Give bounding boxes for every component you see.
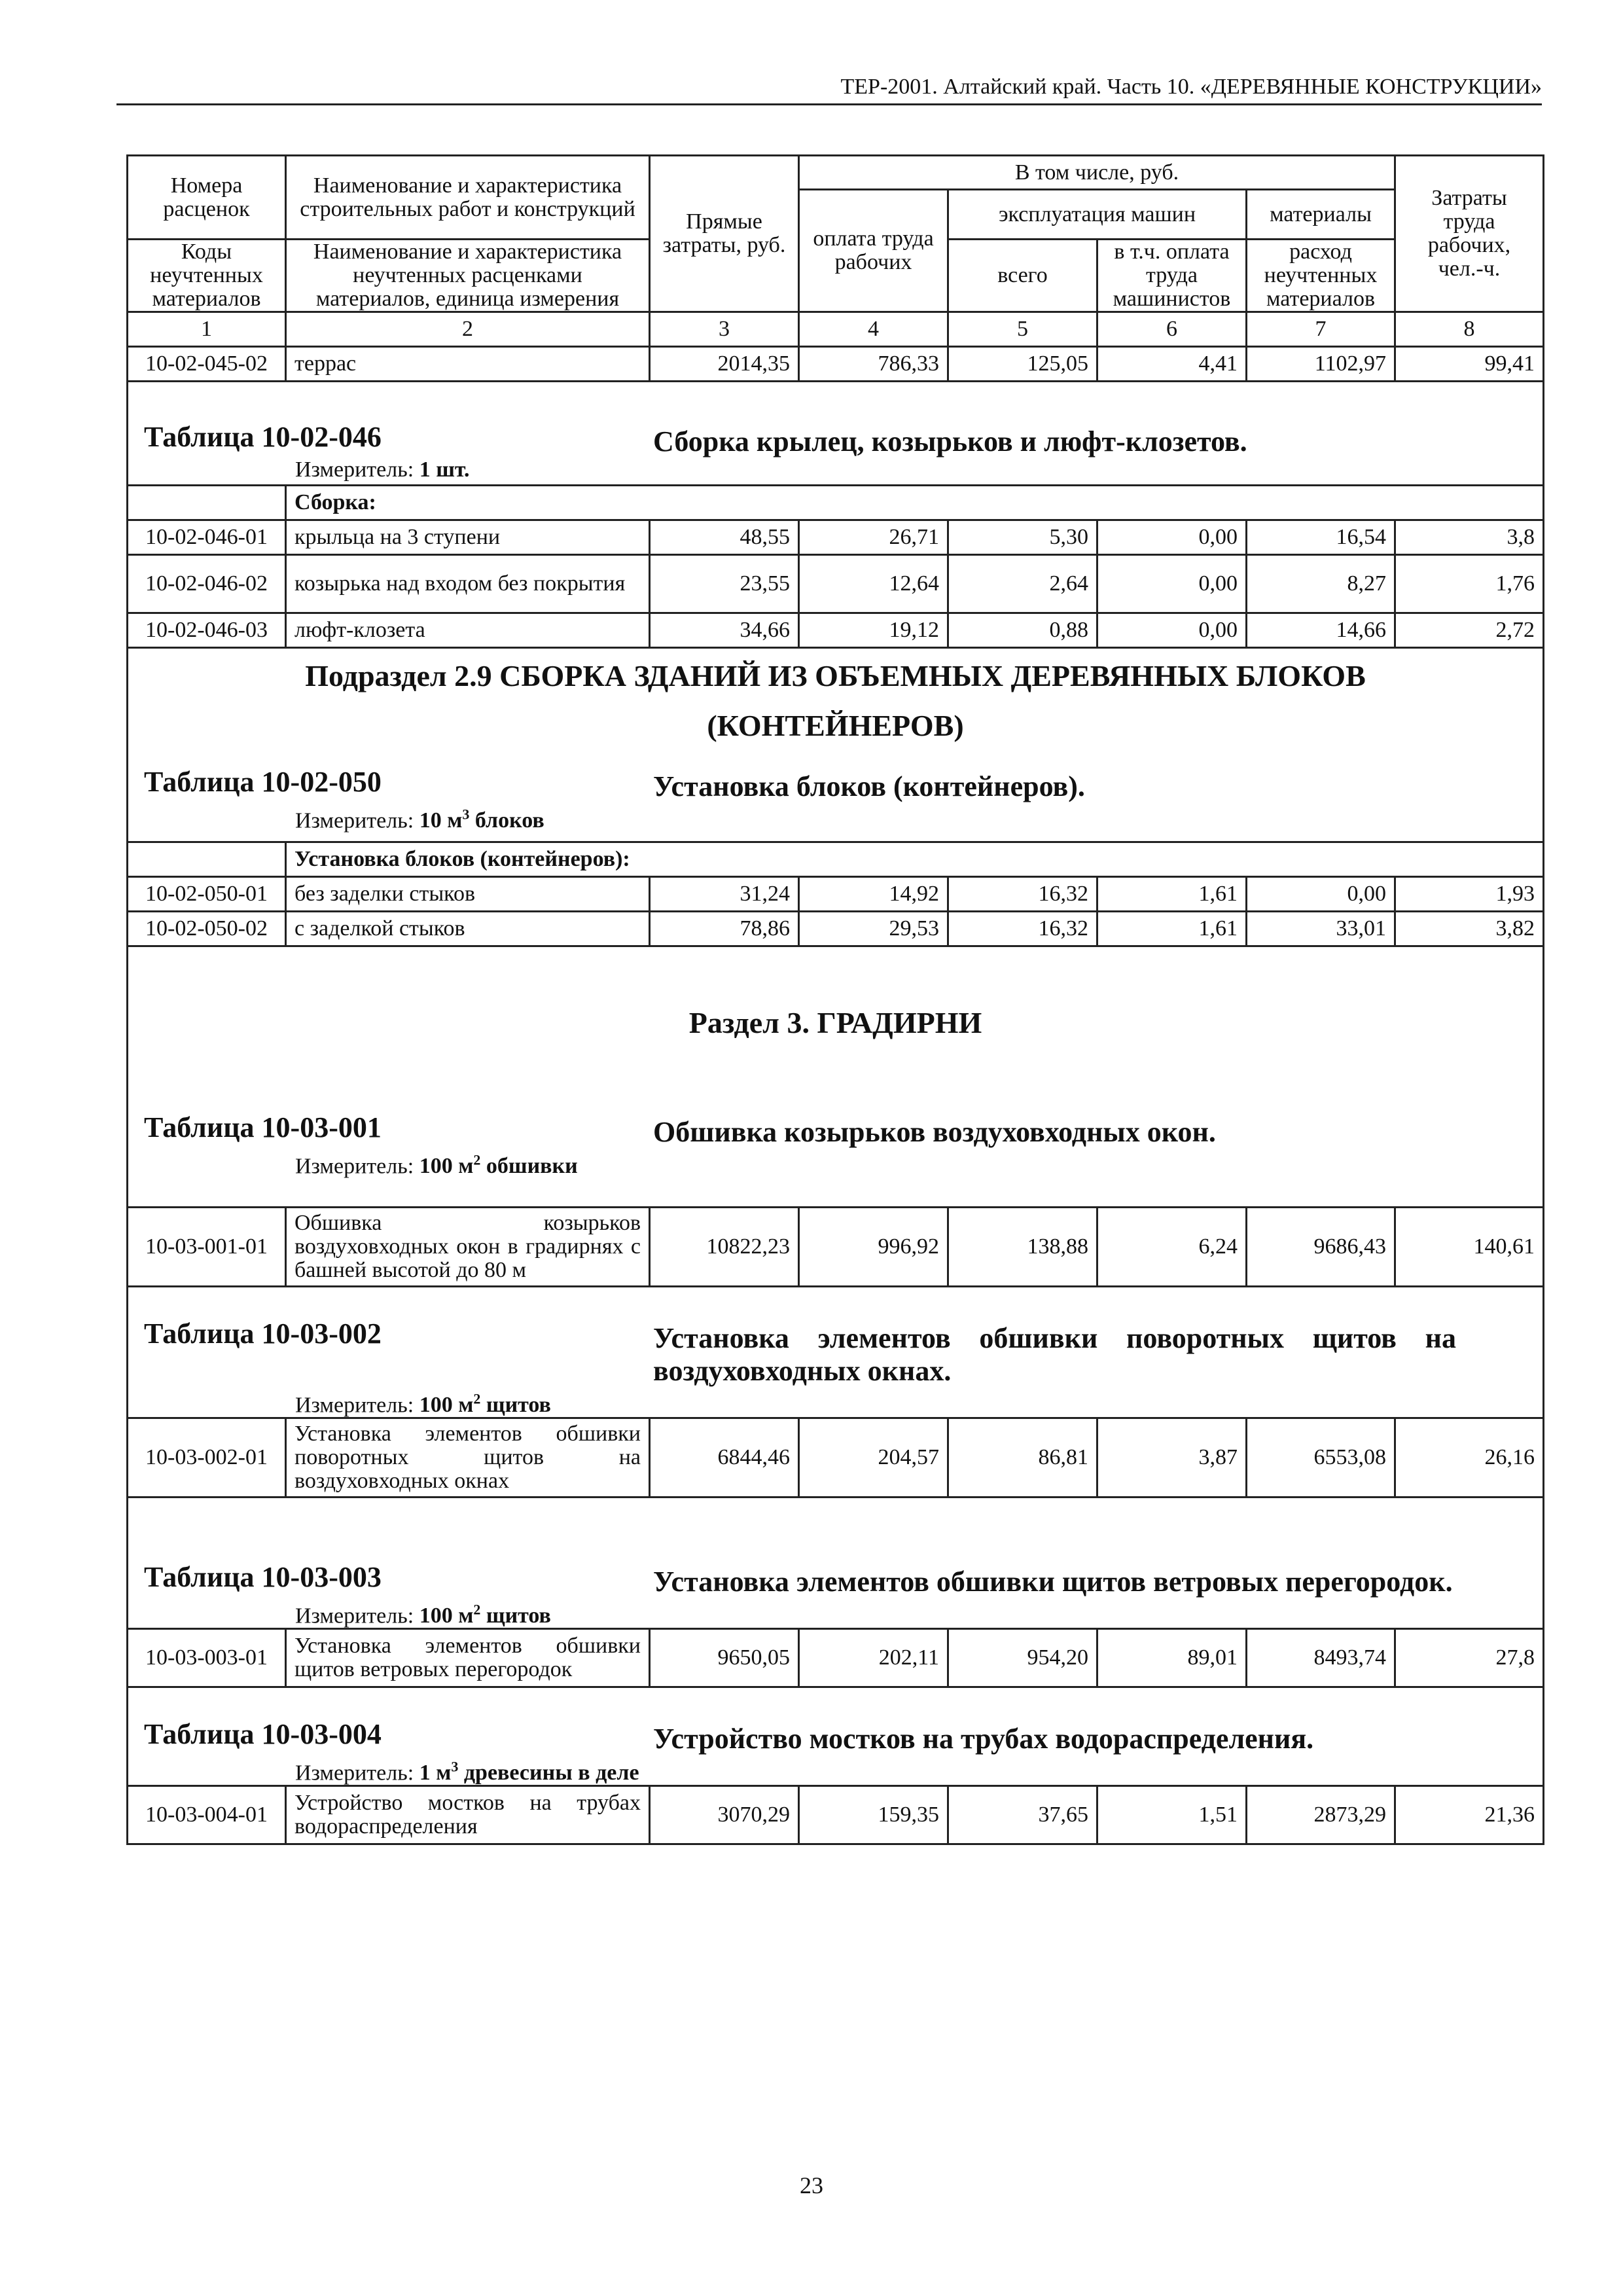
- rate-name: Обшивка козырьков воздуховходных окон в градирнях с башней высотой до 80 м: [286, 1208, 650, 1287]
- machines-total: 125,05: [948, 347, 1097, 382]
- col-material-name: Наименование и характеристика неучтенных расценками материалов, единица измерения: [286, 240, 650, 312]
- materials: 2873,29: [1247, 1786, 1395, 1844]
- table-title-block: [128, 382, 1544, 486]
- section-block: [128, 946, 1544, 1208]
- col-number: 4: [799, 312, 948, 347]
- direct-costs: 6844,46: [650, 1418, 799, 1498]
- rate-name: Установка элементов обшивки щитов ветровых перегородок: [286, 1629, 650, 1687]
- direct-costs: 48,55: [650, 520, 799, 555]
- machinist-pay: 1,61: [1097, 877, 1247, 912]
- table-title-block: [128, 1687, 1544, 1786]
- rates-table: [126, 154, 1544, 1845]
- rate-name: террас: [286, 347, 650, 382]
- machines-total: 2,64: [948, 555, 1097, 613]
- table-title: Установка элементов обшивки поворотных щитов на воздуховходных окнах.: [653, 1321, 1456, 1387]
- table-title: Установка блоков (контейнеров).: [653, 770, 1085, 802]
- col-labor-pay: оплата труда рабочих: [799, 190, 948, 312]
- rate-code: 10-03-001-01: [128, 1208, 286, 1287]
- labor-cost: 140,61: [1395, 1208, 1544, 1287]
- col-machines: эксплуатация машин: [948, 190, 1247, 240]
- table-title: Устройство мостков на трубах водораспределения.: [653, 1722, 1314, 1755]
- col-materials: материалы: [1247, 190, 1395, 240]
- table-row: [128, 1786, 1544, 1844]
- machines-total: 86,81: [948, 1418, 1097, 1498]
- rate-code: 10-02-045-02: [128, 347, 286, 382]
- machinist-pay: 1,51: [1097, 1786, 1247, 1844]
- labor-pay: 12,64: [799, 555, 948, 613]
- labor-cost: 26,16: [1395, 1418, 1544, 1498]
- direct-costs: 34,66: [650, 613, 799, 648]
- rate-name: козырька над входом без покрытия: [286, 555, 650, 613]
- col-work-name: Наименование и характеристика строительных работ и конструкций: [286, 156, 650, 240]
- col-number: 2: [286, 312, 650, 347]
- machinist-pay: 0,00: [1097, 613, 1247, 648]
- table-row: [128, 347, 1544, 382]
- col-number: 6: [1097, 312, 1247, 347]
- col-including: В том числе, руб.: [799, 156, 1395, 190]
- labor-pay: 786,33: [799, 347, 948, 382]
- measure-unit: Измеритель: 10 $м^3$ блоков: [295, 806, 544, 833]
- direct-costs: 9650,05: [650, 1629, 799, 1687]
- rate-code: 10-02-046-02: [128, 555, 286, 613]
- col-labor-cost: Затраты труда рабочих, чел.-ч.: [1395, 156, 1544, 312]
- direct-costs: 31,24: [650, 877, 799, 912]
- machinist-pay: 0,00: [1097, 520, 1247, 555]
- table-title: Установка элементов обшивки щитов ветровых перегородок.: [653, 1565, 1453, 1598]
- table-row: [128, 1629, 1544, 1687]
- rate-name: с заделкой стыков: [286, 912, 650, 946]
- machinist-pay: 0,00: [1097, 555, 1247, 613]
- rate-code: 10-03-002-01: [128, 1418, 286, 1498]
- table-row: [128, 555, 1544, 613]
- rate-name: Устройство мостков на трубах водораспределения: [286, 1786, 650, 1844]
- machines-total: 37,65: [948, 1786, 1097, 1844]
- rate-code: 10-02-046-03: [128, 613, 286, 648]
- machines-total: 954,20: [948, 1629, 1097, 1687]
- labor-pay: 202,11: [799, 1629, 948, 1687]
- table-row: [128, 520, 1544, 555]
- subsection-block: [128, 648, 1544, 842]
- rate-name: Установка элементов обшивки поворотных щитов на воздуховходных окнах: [286, 1418, 650, 1498]
- subsection-title-cont: (КОНТЕЙНЕРОВ): [707, 709, 964, 742]
- measure-unit: Измеритель: 100 $м^2$ щитов: [295, 1601, 551, 1628]
- labor-pay: 159,35: [799, 1786, 948, 1844]
- table-row: [128, 877, 1544, 912]
- machines-total: 0,88: [948, 613, 1097, 648]
- rate-code: 10-03-003-01: [128, 1629, 286, 1687]
- table-row: [128, 1418, 1544, 1498]
- rate-name: крыльца на 3 ступени: [286, 520, 650, 555]
- machines-total: 16,32: [948, 912, 1097, 946]
- direct-costs: 78,86: [650, 912, 799, 946]
- materials: 16,54: [1247, 520, 1395, 555]
- table-title-block: [128, 1498, 1544, 1629]
- col-material-codes: Коды неучтенных материалов: [128, 240, 286, 312]
- col-number: 8: [1395, 312, 1544, 347]
- labor-pay: 29,53: [799, 912, 948, 946]
- labor-pay: 14,92: [799, 877, 948, 912]
- rate-name: люфт-клозета: [286, 613, 650, 648]
- col-number: 1: [128, 312, 286, 347]
- labor-cost: 99,41: [1395, 347, 1544, 382]
- labor-cost: 2,72: [1395, 613, 1544, 648]
- machinist-pay: 6,24: [1097, 1208, 1247, 1287]
- materials: 6553,08: [1247, 1418, 1395, 1498]
- col-number: 3: [650, 312, 799, 347]
- materials: 33,01: [1247, 912, 1395, 946]
- machinist-pay: 89,01: [1097, 1629, 1247, 1687]
- materials: 1102,97: [1247, 347, 1395, 382]
- col-machinist-pay: в т.ч. оплата труда машинистов: [1097, 240, 1247, 312]
- table-row: [128, 613, 1544, 648]
- table-row: [128, 912, 1544, 946]
- labor-pay: 996,92: [799, 1208, 948, 1287]
- subheader: Установка блоков (контейнеров):: [286, 842, 1544, 877]
- measure-unit: Измеритель: 100 $м^2$ щитов: [295, 1390, 551, 1417]
- measure-unit: Измеритель: 1 $м^3$ древесины в деле: [295, 1758, 639, 1785]
- machines-total: 16,32: [948, 877, 1097, 912]
- col-number: 5: [948, 312, 1097, 347]
- labor-cost: 3,82: [1395, 912, 1544, 946]
- direct-costs: 10822,23: [650, 1208, 799, 1287]
- machinist-pay: 3,87: [1097, 1418, 1247, 1498]
- col-number: 7: [1247, 312, 1395, 347]
- materials: 0,00: [1247, 877, 1395, 912]
- rate-code: 10-02-050-02: [128, 912, 286, 946]
- col-unaccounted-materials: расход неучтенных материалов: [1247, 240, 1395, 312]
- subsection-title: Подраздел 2.9 СБОРКА ЗДАНИЙ ИЗ ОБЪЕМНЫХ ДЕРЕВЯННЫХ БЛОКОВ: [305, 659, 1366, 692]
- labor-cost: 3,8: [1395, 520, 1544, 555]
- materials: 9686,43: [1247, 1208, 1395, 1287]
- direct-costs: 2014,35: [650, 347, 799, 382]
- machines-total: 5,30: [948, 520, 1097, 555]
- labor-cost: 1,93: [1395, 877, 1544, 912]
- section-title: Раздел 3. ГРАДИРНИ: [688, 1006, 982, 1039]
- materials: 14,66: [1247, 613, 1395, 648]
- labor-pay: 26,71: [799, 520, 948, 555]
- table-label: Таблица 10-03-004: [144, 1717, 382, 1750]
- table-title: Обшивка козырьков воздуховходных окон.: [653, 1116, 1216, 1148]
- measure-unit: Измеритель: 100 $м^2$ обшивки: [295, 1152, 578, 1179]
- rate-code: 10-02-050-01: [128, 877, 286, 912]
- labor-pay: 19,12: [799, 613, 948, 648]
- rate-code: 10-02-046-01: [128, 520, 286, 555]
- direct-costs: 3070,29: [650, 1786, 799, 1844]
- col-rate-numbers: Номера расценок: [128, 156, 286, 240]
- materials: 8493,74: [1247, 1629, 1395, 1687]
- page-number: 23: [800, 2172, 823, 2198]
- table-label: Таблица 10-03-002: [144, 1317, 382, 1350]
- table-title: Сборка крылец, козырьков и люфт-клозетов.: [653, 425, 1247, 457]
- table-label: Таблица 10-02-046: [144, 421, 382, 453]
- table-label: Таблица 10-02-050: [144, 766, 382, 798]
- rate-code: 10-03-004-01: [128, 1786, 286, 1844]
- subheader: Сборка:: [286, 486, 1544, 520]
- labor-cost: 21,36: [1395, 1786, 1544, 1844]
- labor-cost: 1,76: [1395, 555, 1544, 613]
- col-direct-costs: Прямые затраты, руб.: [650, 156, 799, 312]
- direct-costs: 23,55: [650, 555, 799, 613]
- materials: 8,27: [1247, 555, 1395, 613]
- rate-name: без заделки стыков: [286, 877, 650, 912]
- measure-unit: Измеритель: 1 шт.: [295, 457, 470, 482]
- table-title-block: [128, 1287, 1544, 1418]
- table-label: Таблица 10-03-003: [144, 1560, 382, 1593]
- col-machines-total: всего: [948, 240, 1097, 312]
- machines-total: 138,88: [948, 1208, 1097, 1287]
- table-label: Таблица 10-03-001: [144, 1111, 382, 1143]
- machinist-pay: 1,61: [1097, 912, 1247, 946]
- running-header: ТЕР-2001. Алтайский край. Часть 10. «ДЕРЕВЯННЫЕ КОНСТРУКЦИИ»: [116, 71, 1542, 105]
- labor-pay: 204,57: [799, 1418, 948, 1498]
- table-row: [128, 1208, 1544, 1287]
- labor-cost: 27,8: [1395, 1629, 1544, 1687]
- machinist-pay: 4,41: [1097, 347, 1247, 382]
